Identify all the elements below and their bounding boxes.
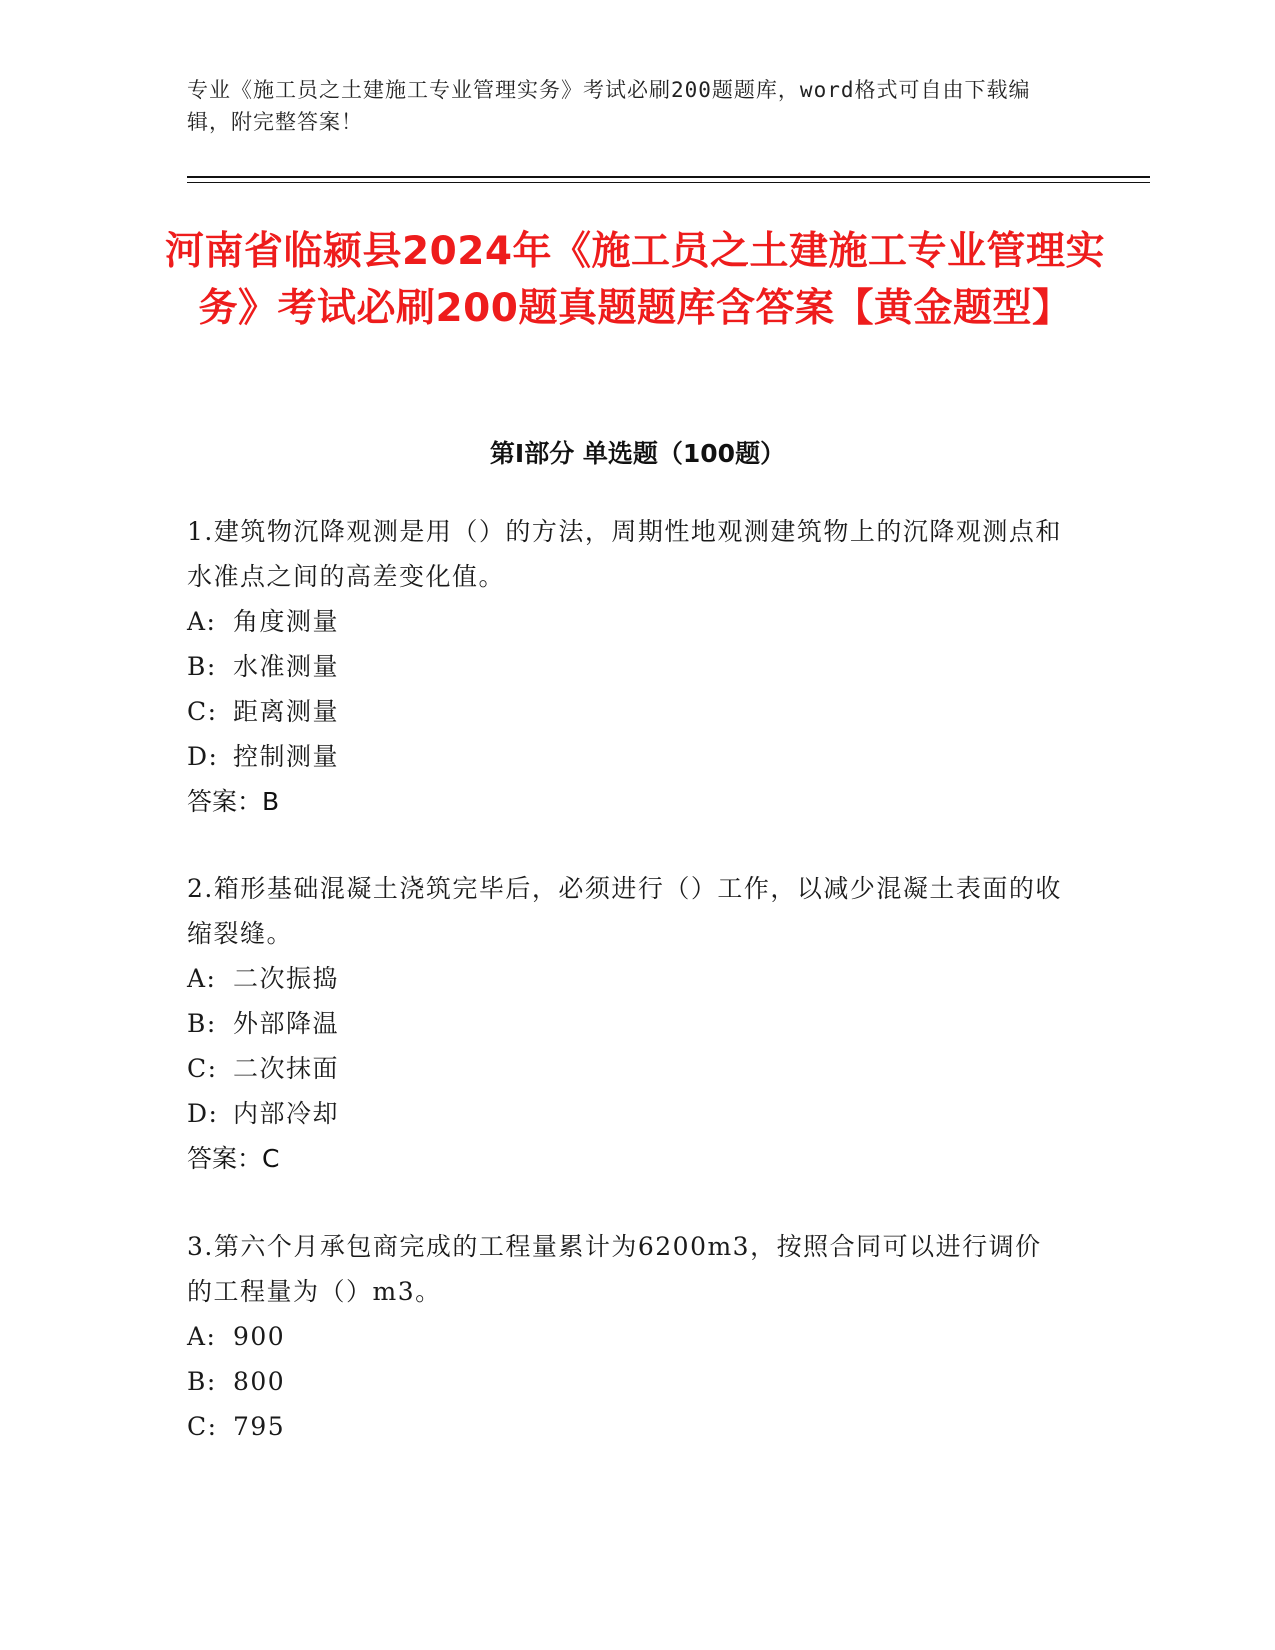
option-text: 795 (233, 1412, 286, 1441)
option-text: 二次抹面 (233, 1054, 340, 1083)
question-stem: 2.箱形基础混凝土浇筑完毕后，必须进行（）工作，以减少混凝土表面的收缩裂缝。 (187, 874, 1062, 948)
option-text: 距离测量 (233, 697, 340, 726)
option-c (187, 1046, 1067, 1091)
option-a (187, 1314, 1067, 1359)
option-text: 外部降温 (233, 1009, 340, 1038)
option-key: A: (187, 1322, 217, 1351)
option-key: B: (187, 1009, 217, 1038)
option-a (187, 956, 1067, 1001)
option-key: D: (187, 1099, 219, 1128)
option-text: 900 (233, 1322, 286, 1351)
option-text: 内部冷却 (233, 1099, 340, 1128)
answer-line: 答案：B (187, 787, 280, 816)
option-text: 控制测量 (233, 742, 340, 771)
option-c (187, 1404, 1067, 1449)
option-key: C: (187, 1054, 218, 1083)
section-heading: 第Ⅰ部分 单选题（100题） (489, 439, 786, 468)
option-key: C: (187, 697, 218, 726)
option-b (187, 644, 1067, 689)
option-key: A: (187, 607, 217, 636)
option-b (187, 1001, 1067, 1046)
option-d (187, 734, 1067, 779)
question-1 (187, 509, 1067, 824)
option-text: 水准测量 (233, 652, 340, 681)
question-3 (187, 1224, 1067, 1449)
header-divider-thin (187, 182, 1150, 183)
question-stem: 1.建筑物沉降观测是用（）的方法，周期性地观测建筑物上的沉降观测点和水准点之间的高差变化值。 (187, 517, 1062, 591)
option-key: B: (187, 652, 217, 681)
option-text: 800 (233, 1367, 286, 1396)
option-text: 角度测量 (233, 607, 340, 636)
option-d (187, 1091, 1067, 1136)
option-key: D: (187, 742, 219, 771)
answer-line: 答案：C (187, 1144, 280, 1173)
option-key: B: (187, 1367, 217, 1396)
option-key: C: (187, 1412, 218, 1441)
question-2 (187, 866, 1067, 1181)
option-a (187, 599, 1067, 644)
header-divider-thick (187, 176, 1150, 178)
question-stem: 3.第六个月承包商完成的工程量累计为6200m3，按照合同可以进行调价的工程量为（）m3。 (187, 1232, 1042, 1306)
option-c (187, 689, 1067, 734)
header-note: 专业《施工员之土建施工专业管理实务》考试必刷200题题库，word格式可自由下载编辑，附完整答案！ (187, 78, 1031, 134)
option-text: 二次振捣 (233, 964, 340, 993)
document-title: 河南省临颍县2024年《施工员之土建施工专业管理实务》考试必刷200题真题题库含答案【黄金题型】 (164, 229, 1106, 331)
option-key: A: (187, 964, 217, 993)
option-b (187, 1359, 1067, 1404)
